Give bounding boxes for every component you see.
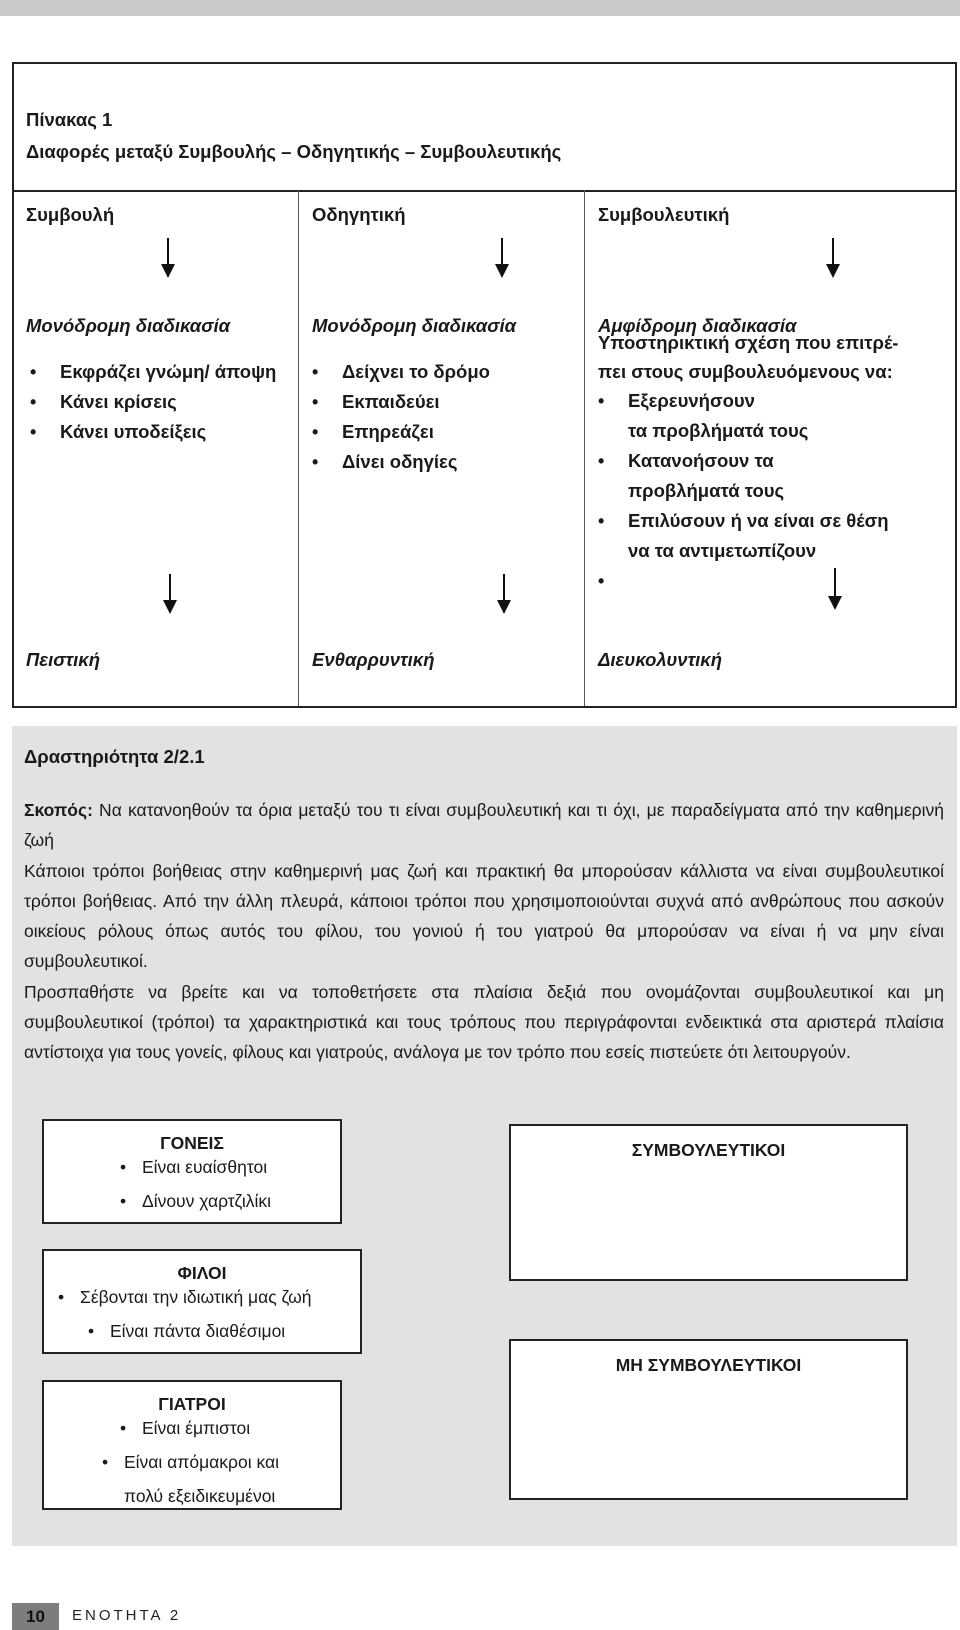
- box-items: [102, 1411, 279, 1479]
- column-header: Συμβουλευτική: [598, 204, 730, 225]
- column-footer: Ενθαρρυντική: [312, 649, 435, 670]
- list-item: [598, 386, 889, 446]
- activity-paragraph-2: Προσπαθήστε να βρείτε και να τοποθετήσετε στα πλαίσια δεξιά που ονομάζονται συμβουλευτικοί και μη συμβουλευτικοί (τρόποι) τα χαρακτηριστικά και τους τρόπους που περιγράφονται ενδεικτικά στα αριστερά πλαίσια αντίστοιχα για τους γονείς, φίλους και γιατρούς, ανάλογα με τον τρόπο που εσείς πιστεύετε ότι λειτουργούν.: [24, 981, 944, 1063]
- table-title: Διαφορές μεταξύ Συμβουλής – Οδηγητικής – Συμβουλευτικής: [26, 141, 562, 162]
- activity-paragraph-1: Κάποιοι τρόποι βοήθειας στην καθημερινή μας ζωή και πρακτική θα μπορούσαν κάλλιστα να είναι συμβουλευτικοί τρόποι βοήθειας. Από την άλλη πλευρά, κάποιοι τρόποι που χρησιμοποιούνται συχνά από ανθρώπους που ασκούν οικείους ρόλους όπως αυτός του φίλου, του γονιού ή του γιατρού θα μπορούσαν να είναι ή να μην είναι συμβουλευτικοί.: [24, 860, 944, 972]
- box-doctors: [42, 1380, 342, 1510]
- column-header: Οδηγητική: [312, 204, 406, 225]
- item-line: Εξερευνήσουν: [628, 390, 755, 411]
- goal-text: Να κατανοηθούν τα όρια μεταξύ του τι είναι συμβουλευτική και τι όχι, με παραδείγματα από την καθημερινή ζωή: [24, 800, 944, 851]
- column-divider-2: [584, 190, 585, 706]
- box-title: ΦΙΛΟΙ: [177, 1263, 227, 1283]
- list-item: [598, 506, 889, 566]
- list-item: • Δείχνει το δρόμο: [312, 357, 490, 387]
- list-item: • Εκφράζει γνώμη/ άποψη: [30, 357, 276, 387]
- intro-line-1: Υποστηρικτική σχέση που επιτρέ-: [598, 332, 899, 353]
- box-items: [58, 1280, 311, 1348]
- item-line: Επιλύσουν ή να είναι σε θέση: [628, 510, 889, 531]
- column-divider-1: [298, 190, 299, 706]
- column-items: [598, 386, 889, 596]
- table-1: [12, 62, 957, 708]
- list-item: [598, 446, 889, 506]
- down-arrow-icon: [495, 238, 509, 278]
- list-item: • Είναι απόμακροι και: [102, 1445, 279, 1479]
- list-item: • Εκπαιδεύει: [312, 387, 490, 417]
- down-arrow-icon: [828, 568, 842, 610]
- list-item: • Είναι πάντα διαθέσιμοι: [88, 1314, 311, 1348]
- activity-body: [24, 795, 944, 1068]
- box-title: ΓΟΝΕΙΣ: [160, 1133, 224, 1153]
- column-footer: Πειστική: [26, 649, 101, 670]
- box-title: ΜΗ ΣΥΜΒΟΥΛΕΥΤΙΚΟΙ: [615, 1355, 802, 1375]
- item-line: να τα αντιμετωπίζουν: [628, 540, 817, 561]
- list-item: • Επηρεάζει: [312, 417, 490, 447]
- top-decorative-bar: [0, 0, 960, 16]
- column-subheader: Μονόδρομη διαδικασία: [312, 315, 517, 336]
- down-arrow-icon: [163, 574, 177, 614]
- box-non-counseling[interactable]: [509, 1339, 908, 1500]
- list-item: • Δίνει οδηγίες: [312, 447, 490, 477]
- list-item: • Σέβονται την ιδιωτική μας ζωή: [58, 1280, 311, 1314]
- box-counseling[interactable]: [509, 1124, 908, 1281]
- list-item: • Δίνουν χαρτζιλίκι: [120, 1184, 271, 1218]
- activity-title: Δραστηριότητα 2/2.1: [24, 746, 205, 767]
- list-item: • Είναι έμπιστοι: [120, 1411, 279, 1445]
- column-footer: Διευκολυντική: [598, 649, 723, 670]
- item-line: προβλήματά τους: [628, 480, 785, 501]
- box-parents: [42, 1119, 342, 1224]
- page-number-badge: 10: [12, 1603, 59, 1630]
- item-line: [628, 570, 633, 591]
- item-line: Κατανοήσουν τα: [628, 450, 774, 471]
- list-item: • Κάνει υποδείξεις: [30, 417, 276, 447]
- table-divider: [14, 190, 955, 192]
- column-header: Συμβουλή: [26, 204, 115, 225]
- activity-section: [12, 726, 957, 1546]
- box-title: ΓΙΑΤΡΟΙ: [158, 1394, 226, 1414]
- activity-goal: [24, 795, 944, 856]
- unit-label: ΕΝΟΤΗΤΑ 2: [72, 1607, 182, 1624]
- box-items: [120, 1150, 271, 1218]
- column-subheader: Αμφίδρομη διαδικασία: [598, 315, 797, 336]
- column-subheader: Μονόδρομη διαδικασία: [26, 315, 231, 336]
- item-continuation: πολύ εξειδικευμένοι: [124, 1486, 276, 1506]
- intro-line-2: πει στους συμβουλευόμενους να:: [598, 361, 893, 382]
- list-item: • Κάνει κρίσεις: [30, 387, 276, 417]
- down-arrow-icon: [826, 238, 840, 278]
- item-line: τα προβλήματά τους: [628, 420, 809, 441]
- down-arrow-icon: [497, 574, 511, 614]
- box-title: ΣΥΜΒΟΥΛΕΥΤΙΚΟΙ: [631, 1140, 786, 1160]
- column-items: [312, 357, 490, 477]
- goal-label: Σκοπός:: [24, 800, 93, 820]
- table-title-block: [26, 104, 561, 168]
- list-item: • Είναι ευαίσθητοι: [120, 1150, 271, 1184]
- down-arrow-icon: [161, 238, 175, 278]
- table-label: Πίνακας 1: [26, 109, 113, 130]
- column-items: [30, 357, 276, 447]
- box-friends: [42, 1249, 362, 1354]
- list-item-empty: [598, 566, 889, 596]
